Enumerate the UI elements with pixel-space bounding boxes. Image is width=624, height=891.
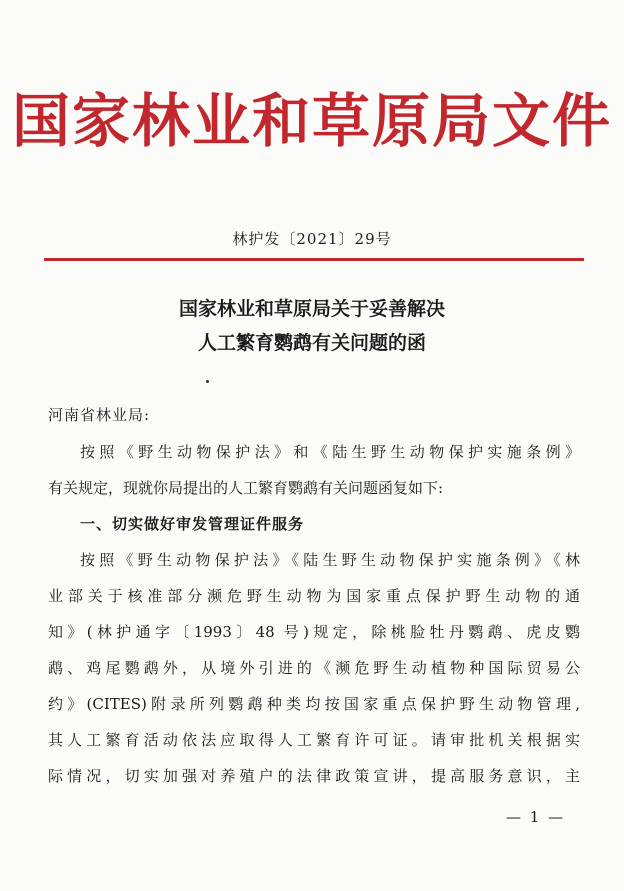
document-masthead: 国家林业和草原局文件 — [11, 87, 612, 155]
body-line: 按照《野生动物保护法》《陆生野生动物保护实施条例》《林 — [80, 551, 580, 569]
body-line: 业部关于核准部分濒危野生动物为国家重点保护野生动物的通 — [48, 587, 580, 605]
red-divider-line — [44, 258, 584, 261]
intro-line-1: 按照《野生动物保护法》和《陆生野生动物保护实施条例》 — [80, 443, 580, 461]
section-heading: 一、切实做好审发管理证件服务 — [80, 515, 305, 533]
scan-speck — [206, 380, 209, 383]
document-number: 林护发〔2021〕29号 — [232, 230, 392, 248]
title-line-1: 国家林业和草原局关于妥善解决 — [178, 298, 445, 320]
title-line-2: 人工繁育鹦鹉有关问题的函 — [197, 332, 426, 354]
addressee: 河南省林业局: — [48, 406, 151, 424]
intro-line-2: 有关规定，现就你局提出的人工繁育鹦鹉有关问题函复如下: — [48, 479, 444, 497]
page-number: — 1 — — [506, 808, 566, 826]
document-title — [0, 292, 624, 360]
body-line: 约》(CITES)附录所列鹦鹉种类均按国家重点保护野生动物管理, — [48, 695, 580, 713]
body-line: 知》(林护通字〔1993〕48 号)规定，除桃脸牡丹鹦鹉、虎皮鹦 — [48, 623, 580, 641]
body-line: 际情况，切实加强对养殖户的法律政策宣讲，提高服务意识，主 — [48, 767, 580, 785]
body-line: 其人工繁育活动依法应取得人工繁育许可证。请审批机关根据实 — [48, 731, 580, 749]
body-line: 鹉、鸡尾鹦鹉外，从境外引进的《濒危野生动植物种国际贸易公 — [48, 659, 580, 677]
